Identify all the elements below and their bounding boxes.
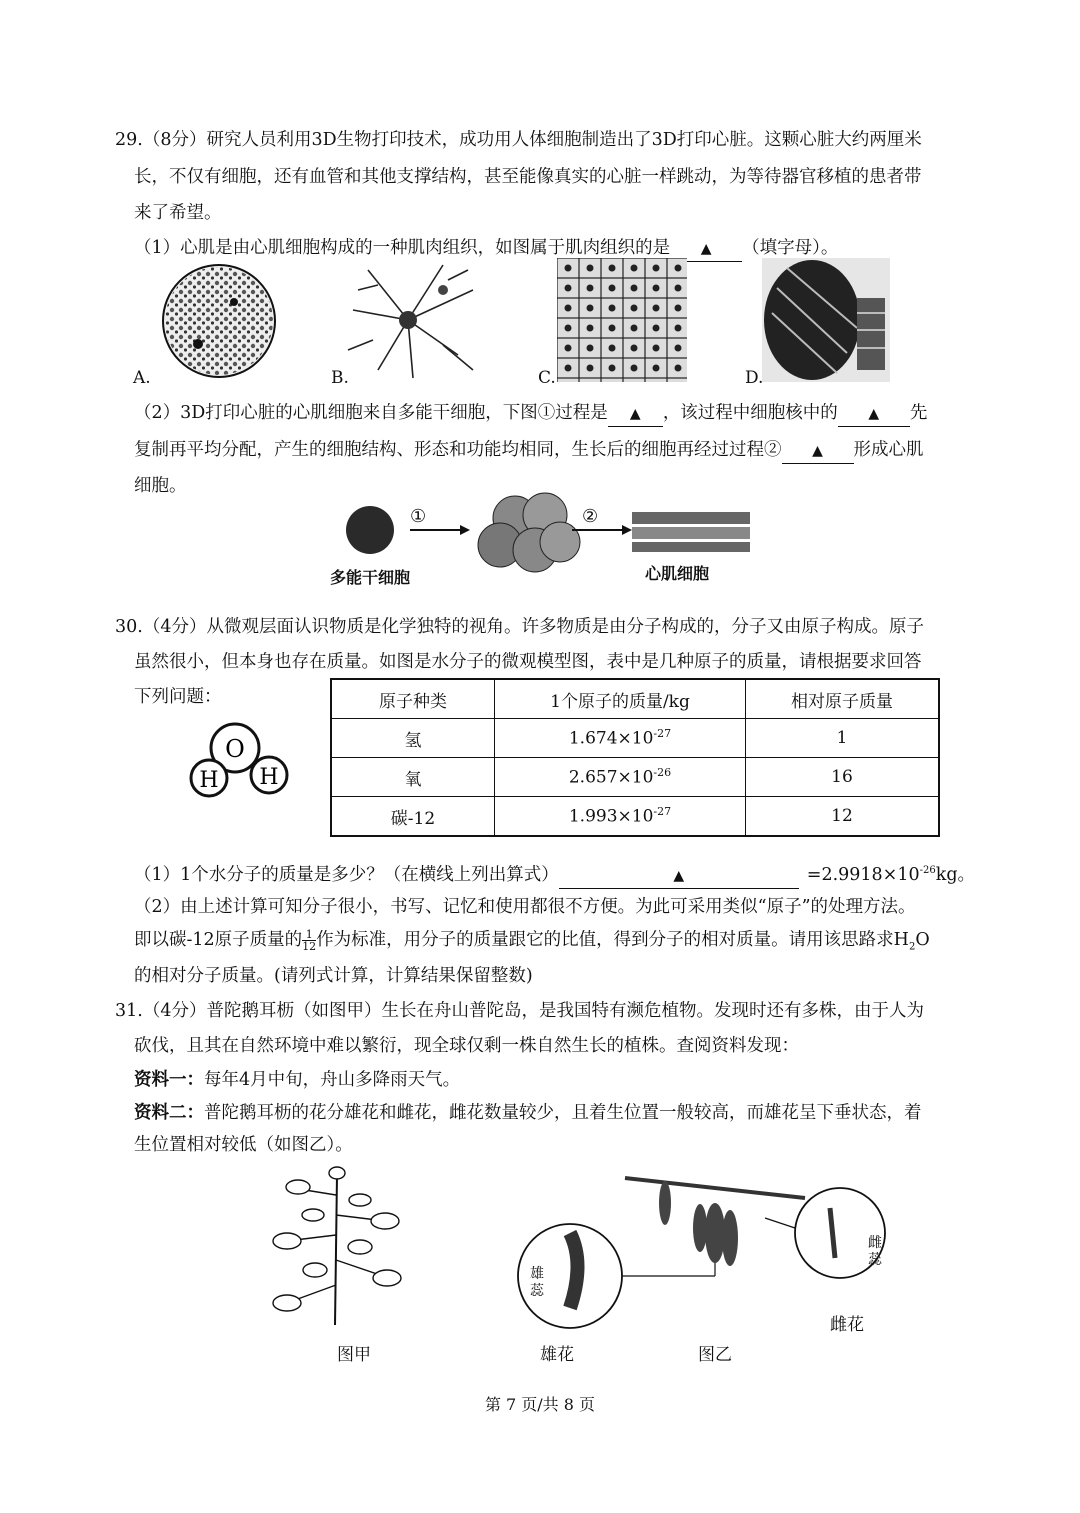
table-header: 原子种类 — [331, 679, 495, 719]
water-molecule-model — [185, 720, 300, 805]
triangle-mark: ▲ — [700, 241, 712, 257]
q31-material-2-line2: 生位置相对较低（如图乙）。 — [134, 1135, 353, 1155]
answer-blank-3[interactable] — [838, 401, 910, 427]
table-row — [331, 758, 939, 797]
q29-part2-line2 — [134, 438, 924, 464]
q29-part1-tail: （填字母）。 — [742, 238, 839, 258]
figure-b-caption: 图乙 — [698, 1345, 732, 1365]
mass-value: 1.993×10 — [568, 806, 654, 827]
nerve-tissue-image — [348, 260, 478, 382]
table-header: 相对原子质量 — [746, 679, 940, 719]
q31-material-1 — [134, 1068, 460, 1092]
table-row — [331, 797, 939, 837]
stem-cell-image — [346, 506, 394, 554]
mass-value: 2.657×10 — [568, 767, 654, 788]
female-flower-caption: 雌花 — [830, 1315, 864, 1335]
table-cell: 碳-12 — [331, 797, 495, 837]
answer-blank-2[interactable] — [608, 401, 663, 427]
triangle-mark: ▲ — [868, 406, 880, 422]
triangle-mark: ▲ — [629, 406, 641, 422]
option-a: A. — [133, 368, 151, 388]
table-cell — [495, 758, 746, 797]
male-flower-caption: 雄花 — [540, 1345, 574, 1365]
table-cell — [495, 797, 746, 837]
table-cell: 氢 — [331, 719, 495, 758]
q31-line-2: 砍伐，且其在自然环境中难以繁衍，现全球仅剩一株自然生长的植株。查阅资料发现： — [134, 1036, 799, 1056]
option-b: B. — [331, 368, 349, 388]
mass-exponent: -26 — [653, 766, 672, 780]
atom-mass-table — [330, 678, 940, 837]
fraction-denominator: 12 — [302, 940, 317, 953]
step-1-label: ① — [410, 506, 427, 527]
q30-part2-line3: 的相对分子质量。(请列式计算，计算结果保留整数) — [134, 966, 533, 986]
muscle-cell-label: 心肌细胞 — [645, 564, 710, 583]
table-cell: 16 — [746, 758, 940, 797]
table-cell: 12 — [746, 797, 940, 837]
branch — [625, 1178, 805, 1198]
q29-part2-text-e: 形成心肌 — [853, 440, 924, 460]
q30-result-exponent: -26 — [919, 865, 936, 876]
epithelial-tissue-image — [557, 258, 687, 382]
q29-part2-text-a: （2）3D打印心脏的心肌细胞来自多能干细胞，下图①过程是 — [134, 403, 608, 423]
table-cell: 1 — [746, 719, 940, 758]
muscle-tissue-image — [762, 258, 890, 382]
q29-part2-text-d: 复制再平均分配，产生的细胞结构、形态和功能均相同，生长后的细胞再经过过程② — [134, 440, 782, 460]
q29-part1-text: （1）心肌是由心肌细胞构成的一种肌肉组织，如图属于肌肉组织的是 — [134, 238, 671, 258]
q29-line-2: 长，不仅有细胞，还有血管和其他支撑结构，甚至能像真实的心脏一样跳动，为等待器官移植的患者带 — [134, 167, 922, 187]
table-header-row — [331, 679, 939, 719]
material-1-label: 资料一： — [134, 1070, 204, 1090]
q30-part2-text-c: O — [915, 930, 930, 950]
q30-part2-line1: （2）由上述计算可知分子很小，书写、记忆和使用都很不方便。为此可采用类似“原子”的处理方法。 — [134, 897, 916, 917]
q30-part2-text-a: 即以碳-12原子质量的 — [134, 930, 303, 950]
page-footer: 第 7 页/共 8 页 — [484, 1395, 596, 1414]
hydrogen-atom-label-2: H — [259, 765, 279, 790]
answer-blank-5[interactable] — [559, 863, 799, 889]
answer-blank-4[interactable] — [782, 438, 854, 464]
plant-figure-a — [265, 1165, 415, 1325]
q30-line-2: 虽然很小，但本身也存在质量。如图是水分子的微观模型图，表中是几种原子的质量，请根据要求回答 — [134, 652, 922, 672]
q29-part2-text-c: 先 — [909, 403, 928, 423]
pistil-label: 雌蕊 — [868, 1235, 882, 1268]
stem-cell-label: 多能干细胞 — [330, 568, 411, 587]
q29-part2-line1 — [134, 401, 927, 427]
muscle-cells-image — [632, 512, 750, 552]
mass-exponent: -27 — [653, 727, 672, 741]
q30-result: =2.9918×10 — [806, 864, 920, 885]
material-1-text: 每年4月中旬，舟山多降雨天气。 — [204, 1070, 461, 1090]
stamen-label: 雄蕊 — [530, 1266, 544, 1299]
q31-material-2 — [134, 1101, 922, 1125]
table-cell: 氧 — [331, 758, 495, 797]
q30-line-1: 30.（4分）从微观层面认识物质是化学独特的视角。许多物质是由分子构成的，分子又由原子构成。原子 — [115, 617, 924, 637]
material-2-label: 资料二： — [134, 1103, 204, 1123]
q30-line-3: 下列问题： — [134, 687, 222, 707]
option-d: D. — [745, 368, 764, 388]
q29-part1 — [134, 236, 838, 262]
figure-a-caption: 图甲 — [337, 1345, 371, 1365]
blood-tissue-image — [160, 262, 278, 380]
fraction-numerator: 1 — [305, 928, 313, 941]
material-2-text: 普陀鹅耳枥的花分雄花和雌花，雌花数量较少，且着生位置一般较高，而雄花呈下垂状态，着 — [204, 1103, 922, 1123]
table-header: 1个原子的质量/kg — [495, 679, 746, 719]
dividing-cells-image — [478, 493, 580, 572]
q29-line-3: 来了希望。 — [134, 203, 222, 223]
mass-exponent: -27 — [653, 805, 672, 819]
q29-line-1: 29.（8分）研究人员利用3D生物打印技术，成功用人体细胞制造出了3D打印心脏。这颗心脏大约两厘米 — [115, 130, 922, 150]
q29-part2-text-b: ，该过程中细胞核中的 — [662, 403, 838, 423]
subscript-two: 2 — [908, 941, 916, 953]
q30-part2-text-b: 作为标准，用分子的质量跟它的比值，得到分子的相对质量。请用该思路求H — [316, 930, 909, 950]
q30-part2-line2 — [134, 928, 930, 960]
step-2-label: ② — [582, 506, 599, 527]
q31-line-1: 31.（4分）普陀鹅耳枥（如图甲）生长在舟山普陀岛，是我国特有濒危植物。发现时还有多株，由于人为 — [115, 1001, 924, 1021]
triangle-mark: ▲ — [812, 443, 823, 459]
option-c: C. — [538, 368, 556, 388]
oxygen-atom-label: O — [225, 735, 245, 763]
mass-value: 1.674×10 — [568, 728, 654, 749]
q29-part2-line3: 细胞。 — [134, 476, 187, 496]
q30-part1-text: （1）1个水分子的质量是多少？（在横线上列出算式） — [134, 864, 559, 885]
q30-result-unit: kg。 — [935, 864, 976, 885]
q30-part1 — [134, 859, 975, 889]
table-row — [331, 719, 939, 758]
triangle-mark: ▲ — [673, 867, 685, 884]
hydrogen-atom-label-1: H — [199, 768, 219, 793]
table-cell — [495, 719, 746, 758]
fraction-one-twelfth — [302, 929, 316, 952]
